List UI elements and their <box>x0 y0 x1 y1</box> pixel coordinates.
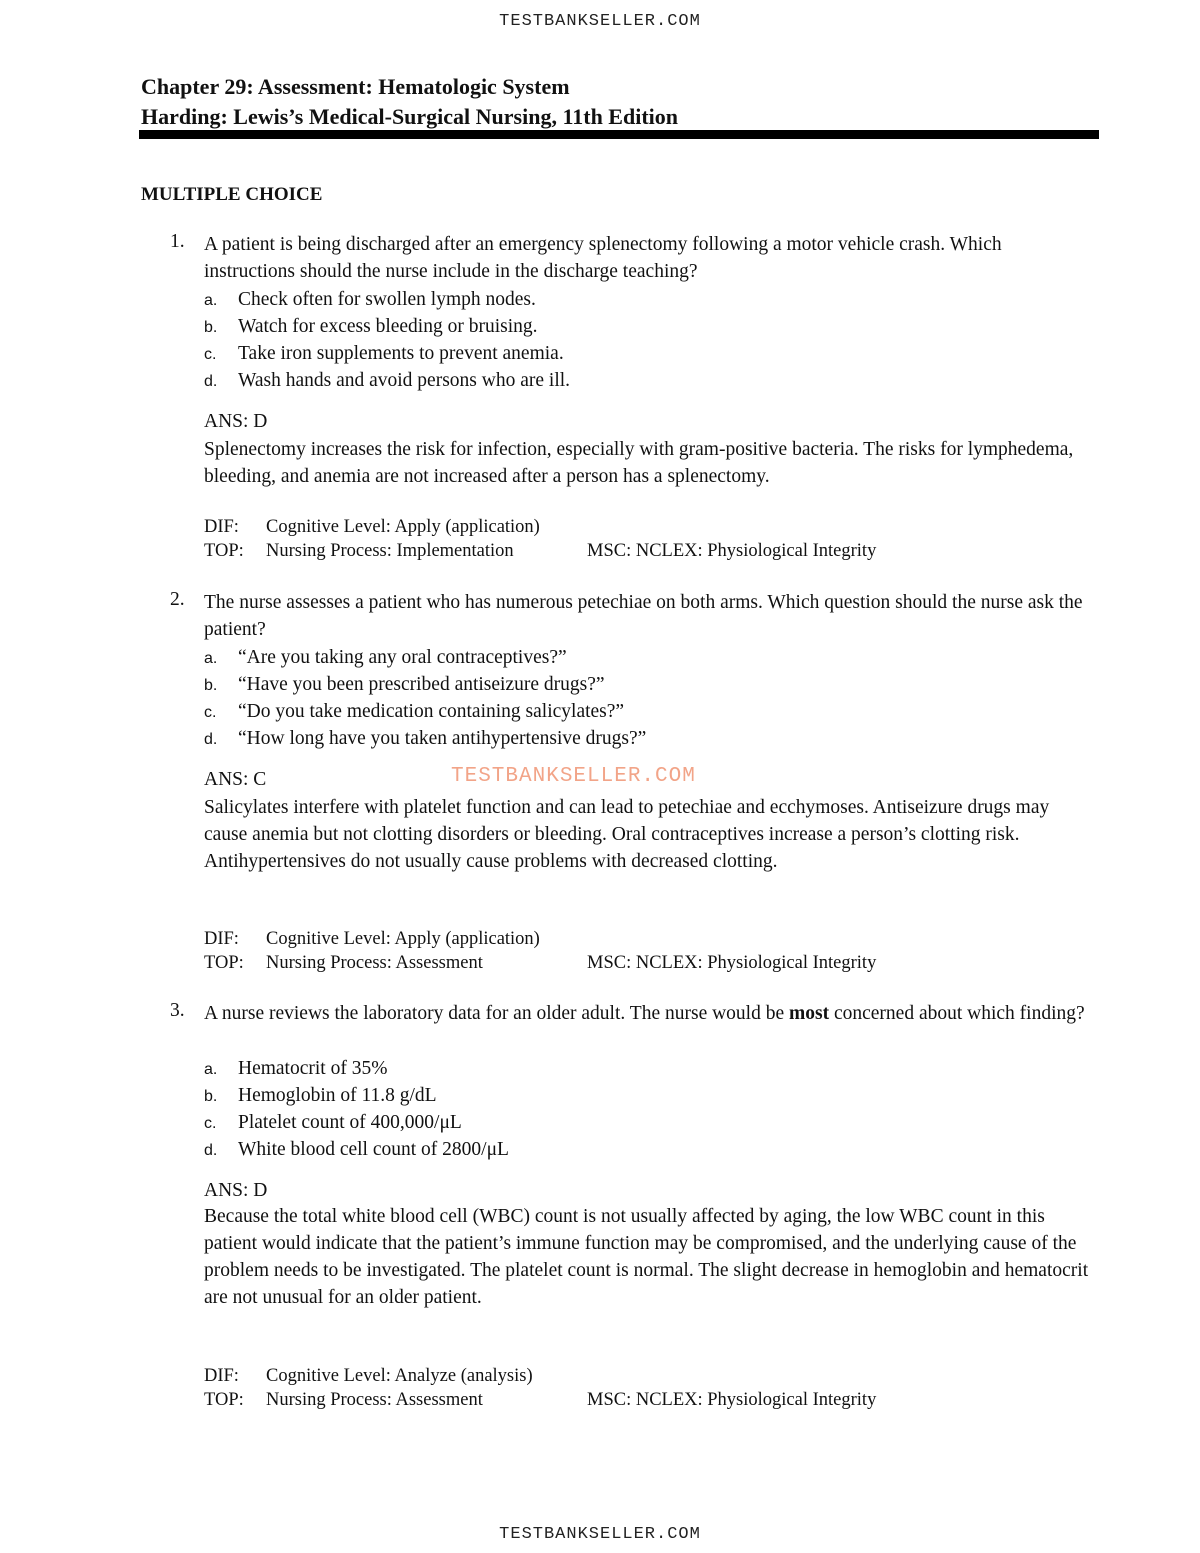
answer: ANS: C <box>204 769 267 790</box>
topic: TOP: Nursing Process: Assessment <box>204 1390 483 1410</box>
chapter-title: Chapter 29: Assessment: Hematologic System <box>141 74 570 99</box>
option-b: b. Watch for excess bleeding or bruising. <box>204 316 538 337</box>
topic: TOP: Nursing Process: Assessment <box>204 953 483 973</box>
difficulty: DIF: Cognitive Level: Analyze (analysis) <box>204 1366 533 1386</box>
question-number: 1. <box>170 231 185 252</box>
difficulty: DIF: Cognitive Level: Apply (application) <box>204 929 540 949</box>
option-d: d. Wash hands and avoid persons who are ill. <box>204 370 571 391</box>
header-rule <box>139 130 1099 139</box>
option-b: b. “Have you been prescribed antiseizure drugs?” <box>204 674 605 695</box>
option-c: c. Platelet count of 400,000/μL <box>204 1112 462 1133</box>
option-d: d. White blood cell count of 2800/μL <box>204 1139 509 1160</box>
question-stem: A patient is being discharged after an emergency splenectomy following a motor vehicle crash. Which instructions should the nurse include in the discharge teaching? <box>204 234 1002 282</box>
option-a: a. Check often for swollen lymph nodes. <box>204 289 536 310</box>
watermark-top: TESTBANKSELLER.COM <box>499 12 701 31</box>
msc: MSC: NCLEX: Physiological Integrity <box>587 1390 877 1410</box>
difficulty: DIF: Cognitive Level: Apply (application) <box>204 517 540 537</box>
question-stem: A nurse reviews the laboratory data for an older adult. The nurse would be most concerned about which finding? <box>204 1003 1085 1024</box>
topic: TOP: Nursing Process: Implementation <box>204 541 514 561</box>
option-b: b. Hemoglobin of 11.8 g/dL <box>204 1085 437 1106</box>
option-c: c. “Do you take medication containing salicylates?” <box>204 701 625 722</box>
option-a: a. Hematocrit of 35% <box>204 1058 388 1079</box>
rationale: Because the total white blood cell (WBC) count is not usually affected by aging, the low WBC count in this patient would indicate that the patient’s immune function may be compromised, and the underlying cause of the problem needs to be investigated. The platelet count is normal. The slight decrease in hemoglobin and hematocrit are not unusual for an older patient. <box>204 1206 1089 1308</box>
msc: MSC: NCLEX: Physiological Integrity <box>587 541 877 561</box>
msc: MSC: NCLEX: Physiological Integrity <box>587 953 877 973</box>
watermark-middle: TESTBANKSELLER.COM <box>451 765 696 788</box>
section-heading: MULTIPLE CHOICE <box>141 184 323 205</box>
book-title: Harding: Lewis’s Medical-Surgical Nursing, 11th Edition <box>141 104 679 129</box>
answer: ANS: D <box>204 1180 268 1201</box>
emphasis-most: most <box>789 1003 830 1024</box>
watermark-bottom: TESTBANKSELLER.COM <box>499 1525 701 1544</box>
rationale: Salicylates interfere with platelet function and can lead to petechiae and ecchymoses. Antiseizure drugs may cause anemia but not clotting disorders or bleeding. Oral contraceptives increase a person’s clotting risk. Antihypertensives do not usually cause problems with decreased clotting. <box>204 797 1050 872</box>
answer: ANS: D <box>204 411 268 432</box>
question-number: 2. <box>170 589 185 610</box>
question-number: 3. <box>170 1000 185 1021</box>
option-a: a. “Are you taking any oral contraceptives?” <box>204 647 567 668</box>
option-d: d. “How long have you taken antihypertensive drugs?” <box>204 728 647 749</box>
option-c: c. Take iron supplements to prevent anemia. <box>204 343 564 364</box>
rationale: Splenectomy increases the risk for infection, especially with gram-positive bacteria. The risks for lymphedema, bleeding, and anemia are not increased after a person has a splenectomy. <box>204 439 1074 487</box>
question-stem: The nurse assesses a patient who has numerous petechiae on both arms. Which question should the nurse ask the patient? <box>204 592 1083 640</box>
